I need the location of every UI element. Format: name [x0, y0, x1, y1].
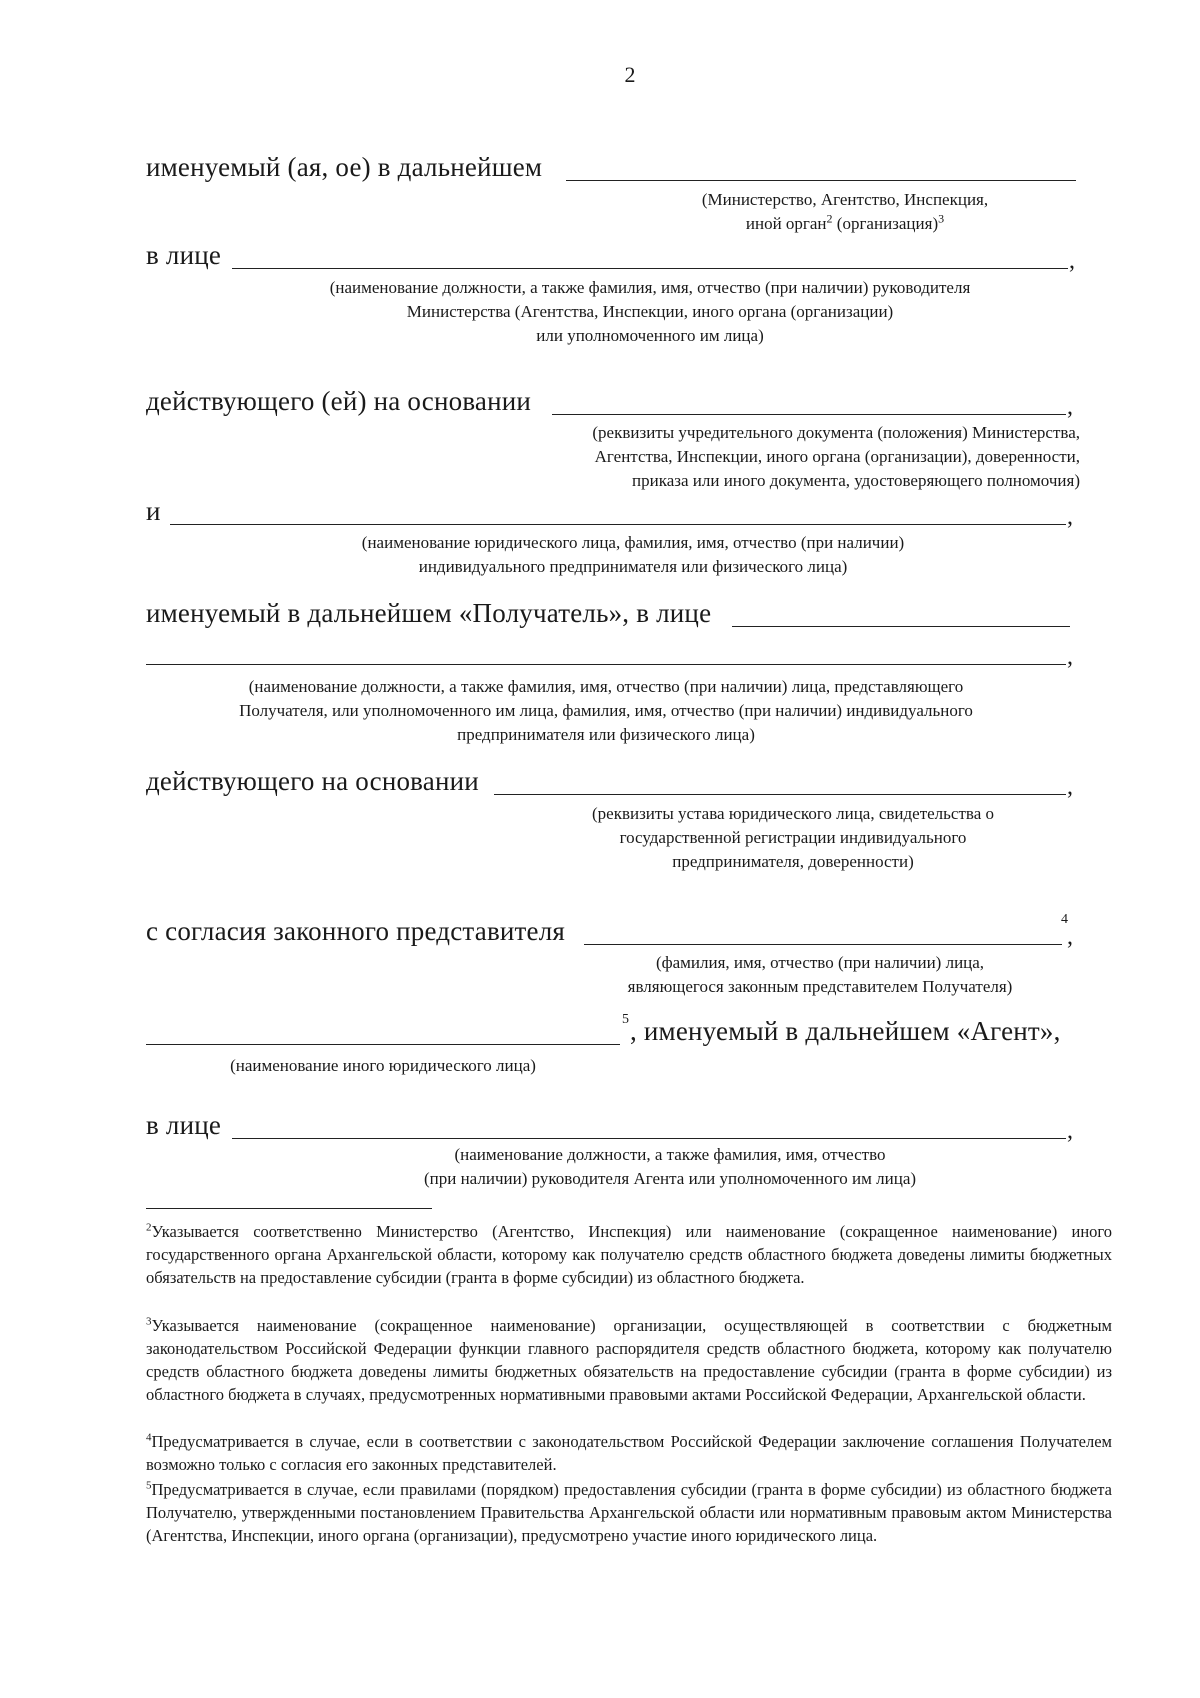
person2-fill-line[interactable]: [232, 1138, 1066, 1139]
page-number: 2: [624, 62, 636, 87]
person2-caption: [300, 1143, 1040, 1191]
caption-line: Агентства, Инспекции, иного органа (организации), доверенности,: [594, 447, 1080, 466]
named-caption-line1: (Министерство, Агентство, Инспекция,: [701, 190, 989, 209]
and-label: и: [146, 496, 161, 526]
caption-line: индивидуального предпринимателя или физического лица): [418, 557, 848, 576]
and-fill-line[interactable]: [170, 524, 1066, 525]
caption-line: государственной регистрации индивидуального: [619, 828, 967, 847]
person1-label: в лице: [146, 240, 222, 270]
footnote-number: 3: [146, 1315, 152, 1328]
agent-fill-line[interactable]: [146, 1044, 620, 1045]
consent-caption: [560, 951, 1080, 999]
person1-fill-line[interactable]: [232, 268, 1068, 269]
footnote-text: Указывается наименование (сокращенное наименование) организации, осуществляющей в соответствии с бюджетным законодательством Российской Федерации функции главного распорядителя средств областного бюджета, которому как получателю средств областного бюджета доведены лимиты бюджетных обязательств на предоставление субсидии (гранта в форме субсидии) из областного бюджета в случаях, предусмотренных нормативными правовыми актами Российской Федерации, Архангельской области.: [146, 1316, 1112, 1404]
person1-caption: [232, 276, 1068, 348]
footnote-number: 2: [146, 1221, 152, 1234]
caption-line: (наименование должности, а также фамилия, имя, отчество: [454, 1145, 886, 1164]
and-comma: ,: [1067, 504, 1073, 530]
caption-line: (реквизиты учредительного документа (положения) Министерства,: [592, 423, 1080, 442]
footnote-5: [146, 1478, 1112, 1547]
basis1-caption: [490, 421, 1080, 493]
person1-comma: ,: [1069, 248, 1075, 274]
consent-comma: ,: [1067, 924, 1073, 950]
recipient-label: именуемый в дальнейшем «Получатель», в лице: [146, 598, 712, 628]
caption-line: Получателя, или уполномоченного им лица, фамилия, имя, отчество (при наличии) индивидуального: [239, 701, 973, 720]
consent-fill-line[interactable]: [584, 944, 1062, 945]
recipient-comma: ,: [1067, 644, 1073, 670]
basis1-comma: ,: [1067, 394, 1073, 420]
caption-line: Министерства (Агентства, Инспекции, иного органа (организации): [406, 302, 894, 321]
recipient-caption: [146, 675, 1066, 747]
caption-line: (при наличии) руководителя Агента или уполномоченного им лица): [423, 1169, 917, 1188]
footnote-4: [146, 1430, 1112, 1476]
footnote-number: 5: [146, 1479, 152, 1492]
caption-line: предпринимателя или физического лица): [457, 725, 755, 744]
caption-line: (наименование должности, а также фамилия, имя, отчество (при наличии) лица, представляющего: [248, 677, 964, 696]
caption-line: (наименование юридического лица, фамилия, имя, отчество (при наличии): [361, 533, 905, 552]
consent-footnote-ref: 4: [1061, 912, 1068, 927]
footnote-number: 4: [146, 1431, 152, 1444]
footnote-separator: [146, 1208, 432, 1209]
recipient-fill-line-1[interactable]: [732, 626, 1070, 627]
named-fill-line[interactable]: [566, 180, 1076, 181]
caption-line: (наименование должности, а также фамилия, имя, отчество (при наличии) руководителя: [329, 278, 971, 297]
caption-line: или уполномоченного им лица): [536, 326, 764, 345]
basis1-label: действующего (ей) на основании: [146, 386, 532, 416]
basis1-fill-line[interactable]: [552, 414, 1066, 415]
footnote-text: Предусматривается в случае, если правилами (порядком) предоставления субсидии (гранта в форме субсидии) из областного бюджета Получателю, утвержденными постановлением Правительства Архангельской области или нормативным правовым актом Министерства (Агентства, Инспекции, иного органа (организации), предусмотрено участие иного юридического лица.: [146, 1480, 1112, 1545]
caption-line: являющегося законным представителем Получателя): [627, 977, 1013, 996]
agent-caption: (наименование иного юридического лица): [230, 1056, 536, 1075]
footnote-3: [146, 1314, 1112, 1406]
named-label: именуемый (ая, ое) в дальнейшем: [146, 152, 543, 182]
basis2-label: действующего на основании: [146, 766, 479, 796]
footnote-text: Предусматривается в случае, если в соответствии с законодательством Российской Федерации заключение соглашения Получателем возможно только с согласия его законных представителей.: [146, 1432, 1112, 1474]
named-caption-line2: иной орган$^2$ (организация)$^3$: [745, 211, 945, 233]
and-caption: [200, 531, 1066, 579]
named-caption: [620, 188, 1070, 236]
person2-label: в лице: [146, 1110, 222, 1140]
footnote-2: [146, 1220, 1112, 1289]
agent-label: , именуемый в дальнейшем «Агент»,: [630, 1016, 1061, 1046]
recipient-fill-line-2[interactable]: [146, 664, 1066, 665]
caption-line: предпринимателя, доверенности): [672, 852, 914, 871]
basis2-fill-line[interactable]: [494, 794, 1066, 795]
caption-line: приказа или иного документа, удостоверяющего полномочия): [632, 471, 1080, 490]
basis2-comma: ,: [1067, 774, 1073, 800]
caption-line: (фамилия, имя, отчество (при наличии) лица,: [655, 953, 985, 972]
footnote-text: Указывается соответственно Министерство (Агентство, Инспекция) или наименование (сокращенное наименование) иного государственного органа Архангельской области, которому как получателю средств областного бюджета доведены лимиты бюджетных обязательств на предоставление субсидии (гранта в форме субсидии) из областного бюджета.: [146, 1222, 1112, 1287]
person2-comma: ,: [1067, 1118, 1073, 1144]
basis2-caption: [520, 802, 1066, 874]
caption-line: (реквизиты устава юридического лица, свидетельства о: [591, 804, 994, 823]
agent-footnote-ref: 5: [622, 1012, 629, 1027]
consent-label: с согласия законного представителя: [146, 916, 566, 946]
